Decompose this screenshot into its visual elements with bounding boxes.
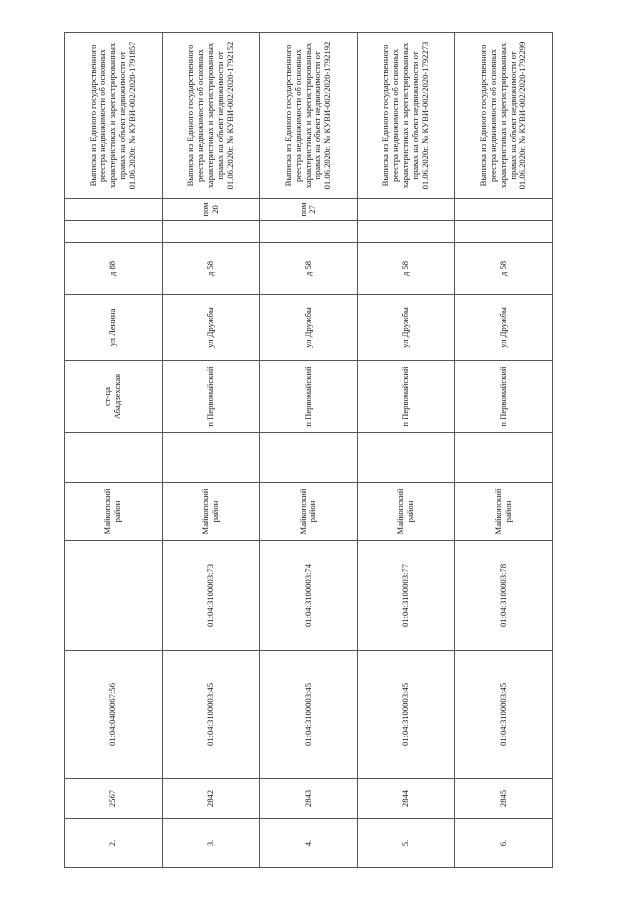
room bbox=[65, 199, 163, 221]
table-row bbox=[357, 33, 455, 868]
settlement: п Первомайский bbox=[260, 361, 358, 433]
cadastral-object: 01:04:3100003:74 bbox=[260, 541, 358, 651]
house: д 58 bbox=[162, 243, 260, 295]
cadastral-parent: 01:04:3100003:45 bbox=[357, 651, 455, 779]
house: д 58 bbox=[260, 243, 358, 295]
table-row bbox=[260, 33, 358, 868]
municipality: Майкопский район bbox=[455, 483, 553, 541]
empty-cell bbox=[162, 433, 260, 483]
settlement: ст-ца Абадзехская bbox=[65, 361, 163, 433]
table-row bbox=[65, 33, 163, 868]
registry-document: Выписка из Единого государственного реестра недвижимости об основных характеристиках и зарегистрированных правах на объект недвижимости от 01.06.2020г. № КУВИ-002/2020-1792192 bbox=[260, 33, 358, 199]
record-number: 2845 bbox=[455, 779, 553, 819]
settlement: п Первомайский bbox=[455, 361, 553, 433]
registry-document: Выписка из Единого государственного реестра недвижимости об основных характеристиках и зарегистрированных правах на объект недвижимости от 01.06.2020г. № КУВИ-002/2020-1792273 bbox=[357, 33, 455, 199]
record-number: 2844 bbox=[357, 779, 455, 819]
empty-cell bbox=[357, 221, 455, 243]
house: д 58 bbox=[357, 243, 455, 295]
municipality: Майкопский район bbox=[260, 483, 358, 541]
cadastral-parent: 01:04:3100003:45 bbox=[162, 651, 260, 779]
house: д 88 bbox=[65, 243, 163, 295]
empty-cell bbox=[162, 221, 260, 243]
room bbox=[455, 199, 553, 221]
municipality: Майкопский район bbox=[357, 483, 455, 541]
row-index: 2. bbox=[65, 819, 163, 868]
cadastral-object bbox=[65, 541, 163, 651]
room: пом 27 bbox=[260, 199, 358, 221]
street: ул Дружбы bbox=[357, 295, 455, 361]
settlement: п Первомайский bbox=[357, 361, 455, 433]
settlement: п Первомайский bbox=[162, 361, 260, 433]
record-number: 2843 bbox=[260, 779, 358, 819]
table-row bbox=[455, 33, 553, 868]
room bbox=[357, 199, 455, 221]
municipality: Майкопский район bbox=[65, 483, 163, 541]
record-number: 2567 bbox=[65, 779, 163, 819]
cadastral-parent: 01:04:3100003:45 bbox=[455, 651, 553, 779]
street: ул Дружбы bbox=[455, 295, 553, 361]
room: пом 20 bbox=[162, 199, 260, 221]
street: ул Ленина bbox=[65, 295, 163, 361]
registry-document: Выписка из Единого государственного реестра недвижимости об основных характеристиках и зарегистрированных правах на объект недвижимости от 01.06.2020г. № КУВИ-002/2020-1791857 bbox=[65, 33, 163, 199]
cadastral-object: 01:04:3100003:73 bbox=[162, 541, 260, 651]
street: ул Дружбы bbox=[260, 295, 358, 361]
empty-cell bbox=[455, 433, 553, 483]
street: ул Дружбы bbox=[162, 295, 260, 361]
registry-document: Выписка из Единого государственного реестра недвижимости об основных характеристиках и зарегистрированных правах на объект недвижимости от 01.06.2020г. № КУВИ-002/2020-1792299 bbox=[455, 33, 553, 199]
rotated-table-frame bbox=[64, 33, 552, 868]
row-index: 6. bbox=[455, 819, 553, 868]
row-index: 4. bbox=[260, 819, 358, 868]
empty-cell bbox=[455, 221, 553, 243]
house: д 58 bbox=[455, 243, 553, 295]
table-row bbox=[162, 33, 260, 868]
empty-cell bbox=[260, 221, 358, 243]
empty-cell bbox=[357, 433, 455, 483]
empty-cell bbox=[65, 221, 163, 243]
empty-cell bbox=[65, 433, 163, 483]
empty-cell bbox=[260, 433, 358, 483]
cadastral-object: 01:04:3100003:78 bbox=[455, 541, 553, 651]
row-index: 3. bbox=[162, 819, 260, 868]
registry-document: Выписка из Единого государственного реестра недвижимости об основных характеристиках и зарегистрированных правах на объект недвижимости от 01.06.2020г. № КУВИ-002/2020-1792152 bbox=[162, 33, 260, 199]
cadastral-parent: 01:04:0400067:56 bbox=[65, 651, 163, 779]
row-index: 5. bbox=[357, 819, 455, 868]
record-number: 2842 bbox=[162, 779, 260, 819]
cadastral-parent: 01:04:3100003:45 bbox=[260, 651, 358, 779]
cadastral-object: 01:04:3100003:77 bbox=[357, 541, 455, 651]
property-register-table bbox=[64, 32, 553, 868]
municipality: Майкопский район bbox=[162, 483, 260, 541]
